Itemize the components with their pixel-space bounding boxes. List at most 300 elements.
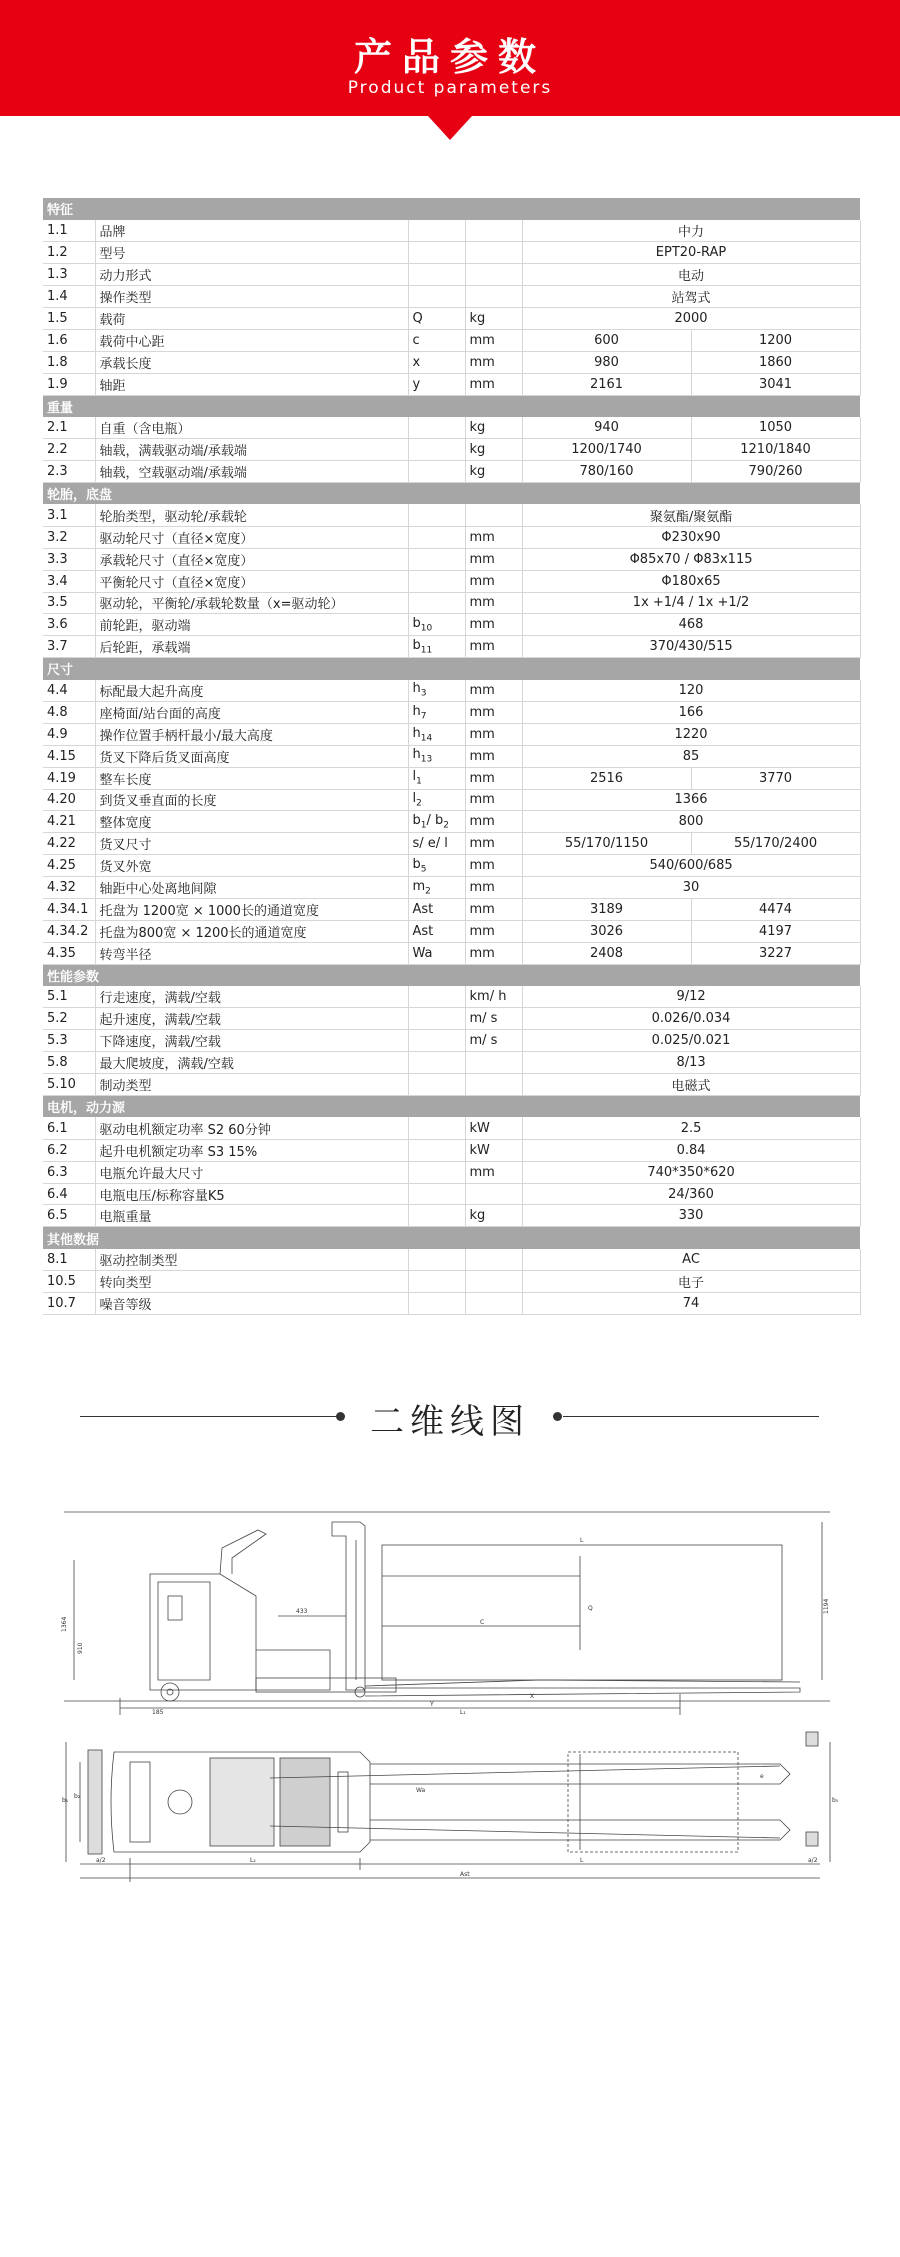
spec-num: 4.8 xyxy=(43,701,95,723)
spec-row xyxy=(43,745,860,767)
spec-num: 4.32 xyxy=(43,877,95,899)
spec-name: 操作位置手柄杆最小/最大高度 xyxy=(95,723,408,745)
header-banner xyxy=(0,0,900,140)
spec-value: 1200/1740 xyxy=(522,439,691,461)
spec-row xyxy=(43,264,860,286)
spec-unit: mm xyxy=(465,1161,522,1183)
symbol-text: l xyxy=(412,769,417,785)
spec-unit: m/ s xyxy=(465,1008,522,1030)
spec-num: 1.2 xyxy=(43,242,95,264)
spec-symbol xyxy=(408,811,465,833)
spec-name: 前轮距，驱动端 xyxy=(95,614,408,636)
spec-name: 到货叉垂直面的长度 xyxy=(95,789,408,811)
symbol-subscript: 2 xyxy=(416,798,422,809)
symbol-subscript: 5 xyxy=(420,864,427,875)
spec-num: 1.6 xyxy=(43,329,95,351)
spec-num: 4.15 xyxy=(43,745,95,767)
section-title: 其他数据 xyxy=(43,1227,860,1249)
spec-value: 1860 xyxy=(691,351,860,373)
symbol-text: h xyxy=(412,725,421,741)
spec-name: 品牌 xyxy=(95,220,408,242)
spec-value: 2000 xyxy=(522,307,860,329)
spec-name: 最大爬坡度，满载/空载 xyxy=(95,1052,408,1074)
spec-name: 转向类型 xyxy=(95,1271,408,1293)
dim-label: 185 xyxy=(152,1709,164,1715)
spec-name: 载荷 xyxy=(95,307,408,329)
dim-label: e xyxy=(760,1773,764,1780)
spec-value: 2161 xyxy=(522,373,691,395)
symbol-text: / b xyxy=(426,813,444,829)
spec-value: Φ180x65 xyxy=(522,570,860,592)
spec-symbol xyxy=(408,920,465,942)
spec-value: 85 xyxy=(522,745,860,767)
spec-row xyxy=(43,1293,860,1315)
spec-name: 动力形式 xyxy=(95,264,408,286)
spec-symbol xyxy=(408,1161,465,1183)
section-header-row xyxy=(43,1096,860,1118)
spec-name: 标配最大起升高度 xyxy=(95,680,408,702)
spec-symbol xyxy=(408,789,465,811)
section-title: 重量 xyxy=(43,395,860,417)
spec-num: 4.35 xyxy=(43,942,95,964)
spec-row xyxy=(43,242,860,264)
spec-num: 3.5 xyxy=(43,592,95,614)
spec-name: 行走速度，满载/空载 xyxy=(95,986,408,1008)
spec-name: 型号 xyxy=(95,242,408,264)
spec-symbol xyxy=(408,1271,465,1293)
top-view-svg xyxy=(60,1722,840,1882)
top-view-drawing xyxy=(60,1722,840,1882)
spec-value: 1210/1840 xyxy=(691,439,860,461)
spec-name: 座椅面/站台面的高度 xyxy=(95,701,408,723)
spec-symbol xyxy=(408,351,465,373)
symbol-text: Ast xyxy=(412,901,434,917)
page-title: 产品参数 xyxy=(353,35,546,79)
spec-row xyxy=(43,373,860,395)
dim-label: X xyxy=(530,1693,535,1700)
spec-symbol xyxy=(408,614,465,636)
spec-unit: mm xyxy=(465,636,522,658)
spec-value: 1220 xyxy=(522,723,860,745)
spec-row xyxy=(43,899,860,921)
symbol-text: x xyxy=(412,354,421,370)
dim-label: 910 xyxy=(77,1642,84,1654)
spec-num: 1.1 xyxy=(43,220,95,242)
spec-name: 后轮距，承载端 xyxy=(95,636,408,658)
spec-symbol xyxy=(408,986,465,1008)
symbol-text: b xyxy=(412,637,421,653)
symbol-subscript: 14 xyxy=(420,733,433,744)
spec-symbol xyxy=(408,1117,465,1139)
spec-value: 2.5 xyxy=(522,1117,860,1139)
spec-value: 370/430/515 xyxy=(522,636,860,658)
spec-row xyxy=(43,1205,860,1227)
spec-unit: mm xyxy=(465,614,522,636)
spec-unit: m/ s xyxy=(465,1030,522,1052)
spec-name: 货叉下降后货叉面高度 xyxy=(95,745,408,767)
spec-symbol xyxy=(408,570,465,592)
spec-num: 5.10 xyxy=(43,1074,95,1096)
spec-symbol xyxy=(408,548,465,570)
dim-label: Wa xyxy=(416,1787,426,1794)
spec-num: 6.2 xyxy=(43,1139,95,1161)
spec-num: 4.34.1 xyxy=(43,899,95,921)
spec-value: 120 xyxy=(522,680,860,702)
spec-row xyxy=(43,767,860,789)
spec-num: 3.3 xyxy=(43,548,95,570)
spec-row xyxy=(43,329,860,351)
symbol-subscript: 2 xyxy=(443,820,449,831)
symbol-text: s/ e/ l xyxy=(412,836,448,852)
section-header-row xyxy=(43,198,860,220)
spec-row xyxy=(43,1161,860,1183)
side-view-svg xyxy=(60,1500,840,1715)
spec-value: 30 xyxy=(522,877,860,899)
spec-name: 整体宽度 xyxy=(95,811,408,833)
spec-row xyxy=(43,877,860,899)
spec-row xyxy=(43,1030,860,1052)
spec-num: 6.1 xyxy=(43,1117,95,1139)
symbol-text: Ast xyxy=(412,923,434,939)
spec-symbol xyxy=(408,417,465,439)
spec-value: 电磁式 xyxy=(522,1074,860,1096)
spec-row xyxy=(43,1183,860,1205)
section-header-row xyxy=(43,395,860,417)
spec-name: 起升速度，满载/空载 xyxy=(95,1008,408,1030)
spec-value: 740*350*620 xyxy=(522,1161,860,1183)
spec-value: 8/13 xyxy=(522,1052,860,1074)
section-title: 特征 xyxy=(43,198,860,220)
spec-row xyxy=(43,614,860,636)
spec-unit xyxy=(465,1052,522,1074)
spec-name: 驱动电机额定功率 S2 60分钟 xyxy=(95,1117,408,1139)
section-title: 尺寸 xyxy=(43,658,860,680)
spec-symbol xyxy=(408,745,465,767)
spec-symbol xyxy=(408,307,465,329)
spec-num: 5.8 xyxy=(43,1052,95,1074)
spec-value: 0.026/0.034 xyxy=(522,1008,860,1030)
symbol-text: Wa xyxy=(412,945,433,961)
spec-num: 4.4 xyxy=(43,680,95,702)
spec-value: 330 xyxy=(522,1205,860,1227)
spec-value: 4474 xyxy=(691,899,860,921)
spec-symbol xyxy=(408,329,465,351)
spec-name: 托盘为800宽 × 1200长的通道宽度 xyxy=(95,920,408,942)
spec-unit: mm xyxy=(465,811,522,833)
spec-row xyxy=(43,526,860,548)
spec-symbol xyxy=(408,264,465,286)
spec-unit xyxy=(465,286,522,308)
spec-name: 托盘为 1200宽 × 1000长的通道宽度 xyxy=(95,899,408,921)
spec-row xyxy=(43,1271,860,1293)
spec-symbol xyxy=(408,1249,465,1271)
spec-value: 站驾式 xyxy=(522,286,860,308)
spec-row xyxy=(43,286,860,308)
spec-symbol xyxy=(408,461,465,483)
spec-value: 1200 xyxy=(691,329,860,351)
spec-unit: mm xyxy=(465,942,522,964)
spec-unit: mm xyxy=(465,745,522,767)
symbol-subscript: 10 xyxy=(420,623,433,634)
symbol-text: b xyxy=(412,616,421,632)
spec-unit: km/ h xyxy=(465,986,522,1008)
dim-label: a/2 xyxy=(96,1857,106,1864)
spec-unit xyxy=(465,1293,522,1315)
spec-name: 操作类型 xyxy=(95,286,408,308)
spec-row xyxy=(43,920,860,942)
spec-unit: kg xyxy=(465,1205,522,1227)
spec-unit: mm xyxy=(465,373,522,395)
spec-unit: kg xyxy=(465,439,522,461)
spec-name: 自重（含电瓶） xyxy=(95,417,408,439)
spec-symbol xyxy=(408,504,465,526)
spec-row xyxy=(43,504,860,526)
spec-name: 起升电机额定功率 S3 15% xyxy=(95,1139,408,1161)
spec-value: AC xyxy=(522,1249,860,1271)
spec-value: 3041 xyxy=(691,373,860,395)
spec-row xyxy=(43,351,860,373)
spec-unit: mm xyxy=(465,680,522,702)
spec-symbol xyxy=(408,833,465,855)
spec-unit: mm xyxy=(465,723,522,745)
section-header-row xyxy=(43,483,860,505)
spec-table xyxy=(43,198,861,1315)
spec-unit: kg xyxy=(465,461,522,483)
spec-row xyxy=(43,789,860,811)
spec-row xyxy=(43,439,860,461)
spec-row xyxy=(43,592,860,614)
spec-value: 电动 xyxy=(522,264,860,286)
spec-symbol xyxy=(408,877,465,899)
spec-name: 货叉外宽 xyxy=(95,855,408,877)
spec-value: 800 xyxy=(522,811,860,833)
spec-num: 2.2 xyxy=(43,439,95,461)
spec-unit: mm xyxy=(465,351,522,373)
spec-unit xyxy=(465,1249,522,1271)
spec-symbol xyxy=(408,242,465,264)
spec-row xyxy=(43,1139,860,1161)
spec-num: 6.4 xyxy=(43,1183,95,1205)
spec-num: 4.19 xyxy=(43,767,95,789)
spec-symbol xyxy=(408,1008,465,1030)
spec-value: 74 xyxy=(522,1293,860,1315)
spec-value: 55/170/2400 xyxy=(691,833,860,855)
symbol-text: c xyxy=(412,332,420,348)
symbol-text: b xyxy=(412,813,421,829)
spec-unit: kg xyxy=(465,307,522,329)
spec-symbol xyxy=(408,1052,465,1074)
spec-value: 3770 xyxy=(691,767,860,789)
spec-value: 0.84 xyxy=(522,1139,860,1161)
spec-unit: mm xyxy=(465,877,522,899)
spec-num: 4.20 xyxy=(43,789,95,811)
spec-symbol xyxy=(408,1074,465,1096)
symbol-subscript: 7 xyxy=(420,711,427,722)
spec-name: 下降速度，满载/空载 xyxy=(95,1030,408,1052)
spec-symbol xyxy=(408,855,465,877)
spec-value: 468 xyxy=(522,614,860,636)
spec-value: 980 xyxy=(522,351,691,373)
spec-value: 3227 xyxy=(691,942,860,964)
spec-num: 1.4 xyxy=(43,286,95,308)
spec-row xyxy=(43,570,860,592)
dim-label: 433 xyxy=(296,1608,308,1615)
spec-value: 790/260 xyxy=(691,461,860,483)
symbol-subscript: 3 xyxy=(420,689,427,700)
spec-name: 电瓶电压/标称容量K5 xyxy=(95,1183,408,1205)
spec-num: 3.6 xyxy=(43,614,95,636)
spec-value: Φ230x90 xyxy=(522,526,860,548)
spec-num: 4.21 xyxy=(43,811,95,833)
spec-symbol xyxy=(408,723,465,745)
symbol-subscript: 11 xyxy=(420,645,433,656)
spec-symbol xyxy=(408,636,465,658)
spec-num: 3.2 xyxy=(43,526,95,548)
spec-num: 3.4 xyxy=(43,570,95,592)
spec-num: 2.1 xyxy=(43,417,95,439)
banner-notch xyxy=(428,116,472,140)
spec-value: 0.025/0.021 xyxy=(522,1030,860,1052)
spec-value: 2516 xyxy=(522,767,691,789)
spec-value: 2408 xyxy=(522,942,691,964)
symbol-text: b xyxy=(412,856,421,872)
spec-symbol xyxy=(408,439,465,461)
dim-label: a/2 xyxy=(808,1857,818,1864)
spec-name: 电瓶允许最大尺寸 xyxy=(95,1161,408,1183)
dim-label: L₁ xyxy=(460,1709,466,1715)
spec-row xyxy=(43,307,860,329)
spec-unit: mm xyxy=(465,833,522,855)
spec-row xyxy=(43,1074,860,1096)
spec-symbol xyxy=(408,1030,465,1052)
symbol-text: h xyxy=(412,747,421,763)
spec-unit: mm xyxy=(465,899,522,921)
spec-name: 轴载，满载驱动端/承载端 xyxy=(95,439,408,461)
spec-symbol xyxy=(408,1139,465,1161)
spec-value: 1x +1/4 / 1x +1/2 xyxy=(522,592,860,614)
spec-num: 10.7 xyxy=(43,1293,95,1315)
spec-unit: mm xyxy=(465,701,522,723)
spec-row xyxy=(43,942,860,964)
symbol-text: Q xyxy=(412,310,423,326)
symbol-subscript: 1 xyxy=(416,776,422,787)
spec-symbol xyxy=(408,592,465,614)
spec-num: 3.7 xyxy=(43,636,95,658)
spec-name: 轴距中心处离地间隙 xyxy=(95,877,408,899)
dim-label: b₅ xyxy=(832,1797,839,1804)
symbol-subscript: 2 xyxy=(425,886,431,897)
spec-name: 承载长度 xyxy=(95,351,408,373)
spec-value: 3026 xyxy=(522,920,691,942)
spec-row xyxy=(43,220,860,242)
drawings-title: 二维线图 xyxy=(370,1402,530,1442)
dim-label: L₂ xyxy=(250,1857,256,1864)
spec-value: 4197 xyxy=(691,920,860,942)
spec-row xyxy=(43,680,860,702)
spec-unit xyxy=(465,220,522,242)
spec-unit xyxy=(465,242,522,264)
spec-row xyxy=(43,548,860,570)
spec-name: 驱动轮，平衡轮/承载轮数量（x=驱动轮） xyxy=(95,592,408,614)
heading-dot-right xyxy=(553,1412,562,1421)
symbol-text: y xyxy=(412,376,421,392)
spec-name: 载荷中心距 xyxy=(95,329,408,351)
spec-unit: mm xyxy=(465,548,522,570)
spec-unit: mm xyxy=(465,329,522,351)
spec-name: 货叉尺寸 xyxy=(95,833,408,855)
dim-label: L xyxy=(580,1857,584,1864)
symbol-text: h xyxy=(412,703,421,719)
spec-row xyxy=(43,1008,860,1030)
spec-num: 4.22 xyxy=(43,833,95,855)
spec-symbol xyxy=(408,1293,465,1315)
spec-name: 承载轮尺寸（直径×宽度） xyxy=(95,548,408,570)
spec-name: 轴距 xyxy=(95,373,408,395)
spec-name: 轴载，空载驱动端/承载端 xyxy=(95,461,408,483)
spec-row xyxy=(43,461,860,483)
spec-name: 制动类型 xyxy=(95,1074,408,1096)
spec-value: 600 xyxy=(522,329,691,351)
spec-row xyxy=(43,1052,860,1074)
dim-label: 1194 xyxy=(823,1598,830,1614)
spec-num: 4.9 xyxy=(43,723,95,745)
spec-name: 电瓶重量 xyxy=(95,1205,408,1227)
spec-symbol xyxy=(408,1205,465,1227)
spec-num: 2.3 xyxy=(43,461,95,483)
spec-unit: mm xyxy=(465,789,522,811)
section-title: 性能参数 xyxy=(43,964,860,986)
spec-num: 1.8 xyxy=(43,351,95,373)
spec-row xyxy=(43,723,860,745)
spec-symbol xyxy=(408,899,465,921)
spec-num: 6.5 xyxy=(43,1205,95,1227)
symbol-subscript: 13 xyxy=(420,755,433,765)
spec-num: 1.3 xyxy=(43,264,95,286)
spec-row xyxy=(43,811,860,833)
spec-row xyxy=(43,986,860,1008)
spec-value: 540/600/685 xyxy=(522,855,860,877)
dim-label: b₂ xyxy=(74,1793,81,1800)
spec-symbol xyxy=(408,373,465,395)
spec-num: 5.1 xyxy=(43,986,95,1008)
dim-label: Y xyxy=(430,1701,434,1708)
spec-row xyxy=(43,1117,860,1139)
dim-label: Ast xyxy=(460,1871,470,1878)
drawings-heading xyxy=(0,1390,900,1440)
spec-row xyxy=(43,855,860,877)
symbol-text: m xyxy=(412,878,426,894)
spec-symbol xyxy=(408,220,465,242)
spec-symbol xyxy=(408,1183,465,1205)
spec-name: 驱动控制类型 xyxy=(95,1249,408,1271)
spec-name: 轮胎类型，驱动轮/承载轮 xyxy=(95,504,408,526)
spec-num: 6.3 xyxy=(43,1161,95,1183)
spec-value: 3189 xyxy=(522,899,691,921)
spec-unit: mm xyxy=(465,526,522,548)
spec-unit xyxy=(465,1271,522,1293)
spec-value: 1366 xyxy=(522,789,860,811)
spec-unit xyxy=(465,1183,522,1205)
dim-label: Q xyxy=(588,1605,593,1612)
spec-value: 电子 xyxy=(522,1271,860,1293)
spec-row xyxy=(43,636,860,658)
spec-value: 24/360 xyxy=(522,1183,860,1205)
spec-symbol xyxy=(408,942,465,964)
spec-name: 驱动轮尺寸（直径×宽度） xyxy=(95,526,408,548)
dim-label: b₁ xyxy=(62,1797,69,1804)
top-dimension-labels xyxy=(62,1773,839,1878)
spec-row xyxy=(43,1249,860,1271)
